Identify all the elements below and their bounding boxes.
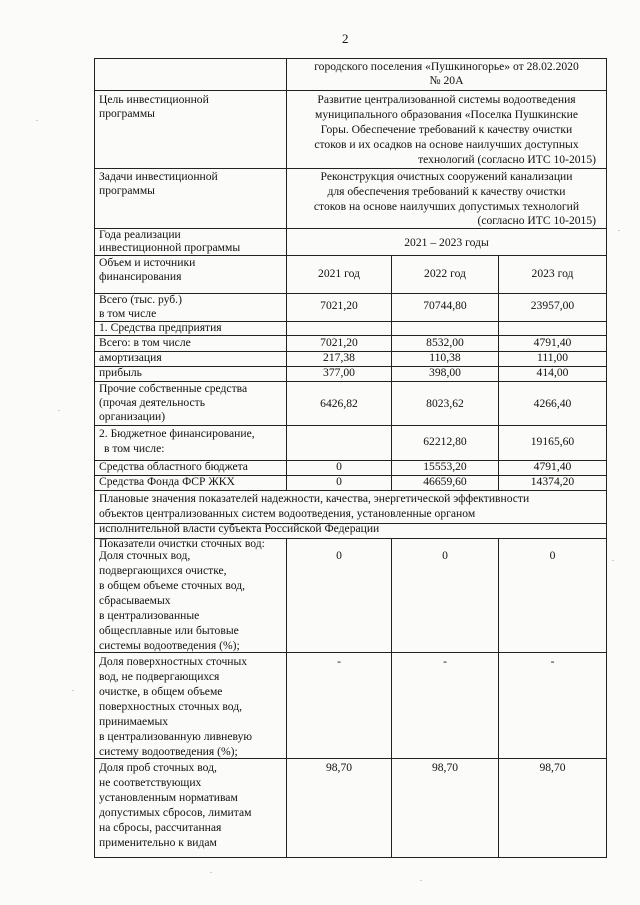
indicator-label: системы водоотведения (%);	[99, 639, 240, 652]
year-header-2021: 2021 год	[318, 267, 360, 280]
finance-value: 6426,82	[320, 397, 358, 410]
indicator-label: подвергающихся очистке,	[99, 564, 227, 577]
indicator-label: в общем объеме сточных вод,	[99, 579, 246, 592]
indicator-label: очистке, в общем объеме	[99, 685, 223, 698]
indicator-value: 98,70	[431, 761, 459, 774]
year-header-2022: 2022 год	[424, 267, 466, 280]
tasks-line: Реконструкция очистных сооружений канализации	[320, 170, 573, 183]
finance-value: 4791,40	[533, 336, 572, 349]
finance-value: 19165,60	[530, 435, 575, 448]
finance-row-label: (прочая деятельность	[99, 396, 206, 409]
finance-value: 0	[336, 460, 342, 473]
goal-line: стоков и их осадков на основе наилучших доступных	[314, 138, 579, 151]
indicator-label: в централизованную ливневую	[99, 730, 253, 743]
indicator-label: допустимых сбросов, лимитам	[99, 806, 252, 819]
finance-label-1: Объем и источники	[99, 256, 196, 269]
scan-speck	[612, 560, 614, 561]
indicator-label: общесплавные или бытовые	[99, 624, 239, 637]
finance-value: 414,00	[536, 366, 569, 379]
finance-value: 15553,20	[423, 460, 467, 473]
finance-value: 8532,00	[426, 336, 464, 349]
indicators-subheading: Показатели очистки сточных вод:	[99, 537, 265, 550]
finance-value: 398,00	[429, 366, 461, 379]
year-header-2023: 2023 год	[531, 267, 574, 280]
finance-row-label: прибыль	[99, 366, 142, 379]
indicator-label: в централизованные	[99, 609, 200, 622]
tasks-line: для обеспечения требований к качеству очистки	[327, 185, 566, 198]
finance-row-label: Прочие собственные средства	[99, 382, 248, 395]
tasks-label-2: программы	[99, 184, 155, 197]
indicator-value: 98,70	[539, 761, 566, 774]
indicator-value: 0	[549, 549, 556, 562]
finance-value: 62212,80	[423, 435, 467, 448]
finance-value: 8023,62	[426, 397, 464, 410]
indicator-label: сбрасываемых	[99, 594, 171, 607]
goal-label-1: Цель инвестиционной	[99, 93, 209, 106]
finance-value: 23957,00	[530, 299, 575, 312]
approval-line-2: № 20А	[429, 74, 464, 87]
finance-value: 217,38	[323, 351, 355, 364]
finance-value: 14374,20	[530, 475, 575, 488]
finance-row-label: Всего: в том числе	[99, 336, 191, 349]
indicator-label: Доля поверхностных сточных	[99, 655, 248, 668]
scan-speck	[210, 872, 212, 873]
indicator-label: применительно к видам	[99, 836, 217, 849]
years-label-2: инвестиционной программы	[99, 241, 241, 254]
indicator-label: установленным нормативам	[99, 791, 238, 804]
finance-value: 4791,40	[533, 460, 572, 473]
finance-row-label: организации)	[99, 410, 166, 423]
tasks-line: стоков на основе наилучших допустимых технологий	[313, 200, 580, 213]
finance-label-2: финансирования	[99, 270, 182, 283]
goal-line: технологий (согласно ИТС 10-2015)	[418, 153, 596, 166]
indicators-heading-line: исполнительной власти субъекта Российской Федерации	[99, 522, 380, 535]
finance-value: 110,38	[429, 351, 461, 364]
finance-value: 7021,20	[320, 336, 358, 349]
finance-row-label: Средства Фонда ФСР ЖКХ	[99, 475, 235, 488]
indicators-heading-line: Плановые значения показателей надежности, качества, энергетической эффективности	[99, 492, 530, 505]
indicator-value: 98,70	[325, 761, 353, 774]
finance-value: 4266,40	[533, 397, 572, 410]
years-label-1: Года реализации	[99, 228, 181, 241]
tasks-line: (согласно ИТС 10-2015)	[477, 214, 596, 227]
finance-value: 377,00	[323, 366, 355, 379]
indicators-heading-line: объектов централизованных систем водоотведения, установленные органом	[99, 507, 476, 520]
finance-row-label: в том числе	[99, 307, 157, 320]
goal-line: Горы. Обеспечение требований к качеству очистки	[320, 123, 573, 136]
finance-row-label: 1. Средства предприятия	[99, 321, 222, 334]
finance-value: 111,00	[536, 351, 569, 364]
indicator-value: -	[443, 655, 447, 668]
indicator-label: Доля проб сточных вод,	[99, 761, 217, 774]
finance-row-label: Всего (тыс. руб.)	[99, 293, 182, 306]
tasks-label-1: Задачи инвестиционной	[99, 170, 218, 183]
finance-row-label: амортизация	[99, 351, 162, 364]
finance-value: 46659,60	[423, 475, 467, 488]
finance-row-label: 2. Бюджетное финансирование,	[99, 427, 255, 440]
goal-line: Развитие централизованной системы водоотведения	[317, 93, 576, 106]
finance-row-label: Средства областного бюджета	[99, 460, 248, 473]
indicator-label: вод, не подвергающихся	[99, 670, 220, 683]
scan-speck	[618, 230, 620, 231]
indicator-value: -	[550, 655, 555, 668]
investment-program-table	[94, 58, 607, 858]
goal-line: муниципального образования «Поселка Пушкинские	[315, 108, 578, 121]
scan-speck	[36, 120, 38, 121]
finance-value: 0	[336, 475, 342, 488]
finance-value: 70744,80	[423, 299, 467, 312]
goal-label-2: программы	[99, 107, 155, 120]
indicator-label: на сбросы, рассчитанная	[99, 821, 222, 834]
indicator-label: поверхностных сточных вод,	[99, 700, 243, 713]
indicator-label: систему водоотведения (%);	[99, 745, 238, 758]
indicator-label: не соответствующих	[99, 776, 202, 789]
indicator-value: -	[337, 655, 341, 668]
page-number: 2	[342, 31, 349, 46]
finance-value: 7021,20	[320, 299, 358, 312]
indicator-label: Доля сточных вод,	[99, 549, 191, 562]
indicator-value: 0	[442, 549, 448, 562]
years-value: 2021 – 2023 годы	[404, 236, 489, 249]
approval-line-1: городского поселения «Пушкиногорье» от 28.02.2020	[314, 60, 579, 73]
indicator-label: принимаемых	[99, 715, 169, 728]
scan-speck	[72, 690, 74, 691]
scan-speck	[420, 880, 422, 881]
scan-speck	[58, 410, 60, 411]
indicator-value: 0	[336, 549, 342, 562]
finance-row-label: в том числе:	[104, 442, 165, 455]
